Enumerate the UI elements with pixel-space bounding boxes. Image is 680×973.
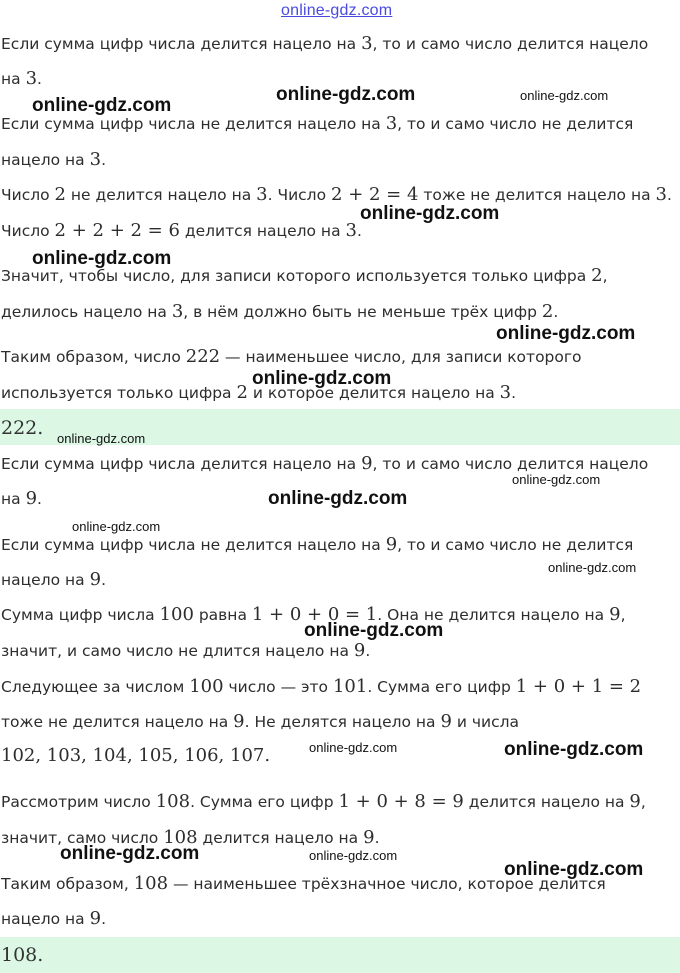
text-segment: делится нацело на bbox=[179, 222, 346, 240]
text-segment: Число bbox=[1, 186, 55, 204]
text-line bbox=[1, 677, 641, 697]
math-expression: 9 bbox=[25, 488, 38, 509]
text-segment: Сумма цифр числа bbox=[1, 606, 160, 624]
text-line bbox=[1, 454, 648, 474]
text-line bbox=[1, 34, 648, 54]
math-expression: 3 bbox=[256, 184, 268, 205]
watermark: online-gdz.com bbox=[32, 95, 172, 116]
math-expression: 9 bbox=[89, 908, 102, 929]
text-segment: Рассмотрим число bbox=[1, 793, 156, 811]
text-segment: . Она не делится нацело на bbox=[377, 606, 610, 624]
text-line bbox=[1, 712, 519, 732]
watermark: online-gdz.com bbox=[60, 843, 200, 864]
text-line bbox=[1, 792, 646, 812]
answer-band bbox=[0, 937, 680, 973]
watermark: online-gdz.com bbox=[512, 472, 601, 487]
text-segment: Таким образом, число bbox=[1, 348, 186, 366]
text-segment: , то и само число делится нацело bbox=[372, 455, 649, 473]
text-segment: . bbox=[101, 571, 106, 589]
text-segment: нацело на bbox=[1, 151, 90, 169]
math-expression: 108 bbox=[155, 791, 191, 812]
watermark: online-gdz.com bbox=[520, 88, 609, 103]
watermark: online-gdz.com bbox=[496, 323, 636, 344]
text-segment: . bbox=[101, 151, 106, 169]
text-segment: . bbox=[553, 303, 559, 321]
text-segment: — наименьшее трёхзначное число, которое делится bbox=[168, 875, 606, 893]
watermark: online-gdz.com bbox=[309, 848, 398, 863]
text-segment: значит, и само число не длится нацело на bbox=[1, 642, 354, 660]
text-segment: Число bbox=[1, 222, 55, 240]
math-expression: 9 bbox=[233, 711, 245, 732]
math-expression: 3 bbox=[655, 184, 667, 205]
text-segment: делилось нацело на bbox=[1, 303, 172, 321]
watermark: online-gdz.com bbox=[504, 859, 644, 880]
text-segment: — наименьшее число, для записи которого bbox=[220, 348, 582, 366]
text-segment: Значит, чтобы число, для записи которого используется только цифра bbox=[1, 267, 592, 285]
text-line bbox=[1, 909, 106, 929]
text-segment: . bbox=[37, 70, 42, 88]
math-expression: 3 bbox=[345, 220, 357, 241]
text-segment: и числа bbox=[451, 713, 520, 731]
math-expression: 100 bbox=[189, 676, 224, 697]
text-segment: равна bbox=[193, 606, 252, 624]
math-expression: 2 bbox=[541, 301, 554, 322]
text-segment: . Число bbox=[267, 186, 332, 204]
math-expression: 2 bbox=[54, 184, 66, 205]
text-segment: Следующее за числом bbox=[1, 678, 190, 696]
header-watermark-link[interactable]: online-gdz.com bbox=[281, 2, 393, 19]
text-segment: , bbox=[620, 606, 626, 624]
text-segment: Если сумма цифр числа делится нацело на bbox=[1, 455, 362, 473]
math-expression: 102, 103, 104, 105, 106, 107. bbox=[1, 745, 271, 766]
math-expression: 2 bbox=[591, 265, 603, 286]
text-segment: , bbox=[640, 793, 646, 811]
watermark: online-gdz.com bbox=[548, 560, 637, 575]
text-segment: нацело на bbox=[1, 571, 90, 589]
math-expression: 3 bbox=[499, 382, 512, 403]
math-expression: 101 bbox=[332, 676, 368, 697]
text-segment: . bbox=[374, 829, 380, 847]
text-segment: , то и само число не делится bbox=[397, 536, 634, 554]
watermark: online-gdz.com bbox=[304, 620, 444, 641]
math-expression: 9 bbox=[385, 534, 398, 555]
math-expression: 9 bbox=[363, 827, 375, 848]
math-expression: 1 + 0 + 8 = 9 bbox=[338, 791, 464, 812]
watermark: online-gdz.com bbox=[504, 739, 644, 760]
text-segment: тоже не делится нацело на bbox=[418, 186, 656, 204]
text-line bbox=[1, 185, 672, 205]
math-expression: 100 bbox=[159, 604, 194, 625]
math-expression: 3 bbox=[171, 301, 184, 322]
math-expression: 2 bbox=[236, 382, 248, 403]
text-segment: . bbox=[356, 222, 362, 240]
math-expression: 1 + 0 + 1 = 2 bbox=[515, 676, 642, 697]
math-expression: 3 bbox=[89, 149, 102, 170]
math-expression: 9 bbox=[609, 604, 621, 625]
math-expression: 108 bbox=[163, 827, 198, 848]
text-line bbox=[1, 489, 42, 509]
math-expression: 9 bbox=[440, 711, 452, 732]
text-segment: на bbox=[1, 70, 26, 88]
text-segment: . bbox=[101, 910, 106, 928]
text-segment: . Сумма его цифр bbox=[190, 793, 339, 811]
text-segment: нацело на bbox=[1, 910, 90, 928]
math-expression: 2 + 2 = 4 bbox=[331, 184, 419, 205]
text-line bbox=[1, 221, 362, 241]
text-segment: не делится нацело на bbox=[66, 186, 257, 204]
math-expression: 108 bbox=[133, 873, 169, 894]
math-expression: 2 + 2 + 2 = 6 bbox=[54, 220, 180, 241]
text-segment: делится нацело на bbox=[463, 793, 630, 811]
text-line bbox=[1, 746, 270, 766]
text-segment: используется только цифра bbox=[1, 384, 237, 402]
text-line bbox=[1, 347, 582, 367]
text-segment: . bbox=[511, 384, 517, 402]
text-segment: на bbox=[1, 490, 26, 508]
text-line bbox=[1, 570, 106, 590]
text-segment: . bbox=[365, 642, 371, 660]
text-line bbox=[1, 69, 42, 89]
text-segment: и которое делится нацело на bbox=[247, 384, 500, 402]
text-segment: Если сумма цифр числа не делится нацело на bbox=[1, 115, 386, 133]
watermark: online-gdz.com bbox=[276, 84, 416, 105]
text-segment: . Не делятся нацело на bbox=[244, 713, 441, 731]
math-expression: 1 + 0 + 0 = 1 bbox=[251, 604, 378, 625]
text-segment: . bbox=[667, 186, 672, 204]
text-line bbox=[1, 150, 106, 170]
text-segment: . Сумма его цифр bbox=[367, 678, 516, 696]
text-segment: делится нацело на bbox=[197, 829, 364, 847]
watermark: online-gdz.com bbox=[309, 740, 398, 755]
watermark: online-gdz.com bbox=[32, 248, 172, 269]
text-segment: , то и само число не делится bbox=[397, 115, 634, 133]
math-expression: 222 bbox=[185, 346, 221, 367]
text-line bbox=[1, 302, 558, 322]
math-expression: 3 bbox=[361, 33, 373, 54]
text-line bbox=[1, 114, 633, 134]
math-expression: 9 bbox=[353, 640, 366, 661]
text-segment: значит, само число bbox=[1, 829, 164, 847]
text-segment: Если сумма цифр числа делится нацело на bbox=[1, 35, 362, 53]
math-expression: 9 bbox=[89, 569, 102, 590]
answer-value: 108. bbox=[1, 944, 44, 966]
math-expression: 9 bbox=[361, 453, 373, 474]
text-segment: , то и само число делится нацело bbox=[372, 35, 649, 53]
text-line bbox=[1, 535, 633, 555]
text-segment: . bbox=[37, 490, 42, 508]
watermark: online-gdz.com bbox=[72, 519, 161, 534]
math-expression: 9 bbox=[629, 791, 641, 812]
math-expression: 3 bbox=[385, 113, 398, 134]
text-line bbox=[1, 641, 370, 661]
text-segment: Таким образом, bbox=[1, 875, 134, 893]
math-expression: 3 bbox=[25, 68, 38, 89]
text-segment: , bbox=[602, 267, 608, 285]
text-segment: число — это bbox=[223, 678, 333, 696]
text-segment: Если сумма цифр числа не делится нацело на bbox=[1, 536, 386, 554]
watermark: online-gdz.com bbox=[252, 368, 392, 389]
text-segment: , в нём должно быть не меньше трёх цифр bbox=[183, 303, 542, 321]
text-segment: тоже не делится нацело на bbox=[1, 713, 234, 731]
watermark: online-gdz.com bbox=[57, 431, 146, 446]
watermark: online-gdz.com bbox=[268, 488, 408, 509]
answer-value: 222. bbox=[1, 417, 44, 439]
watermark: online-gdz.com bbox=[360, 203, 500, 224]
